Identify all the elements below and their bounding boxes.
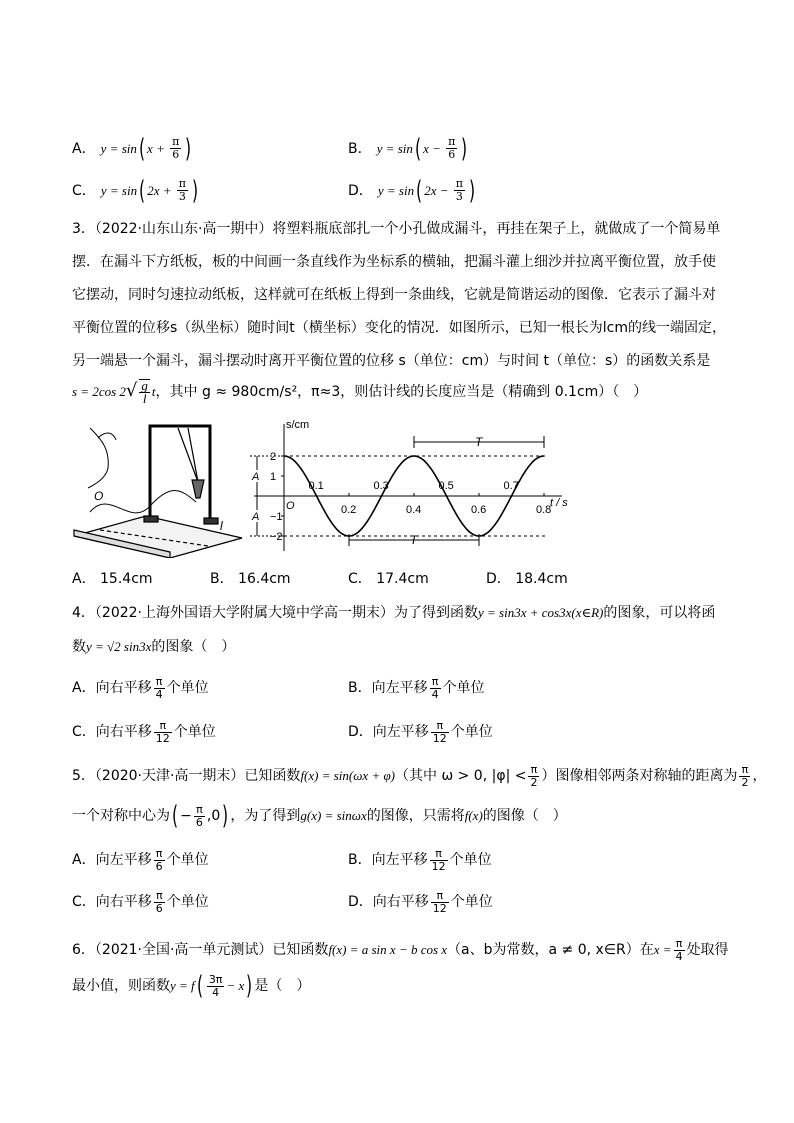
origin-label: O <box>286 500 295 512</box>
q3-option-d[interactable]: D． 18.4cm <box>486 571 568 587</box>
label-l: l <box>220 519 223 533</box>
x-mid-label: 0.5 <box>438 480 454 492</box>
y-tick-label: 1 <box>270 471 277 483</box>
y-axis-label: s/cm <box>286 419 310 431</box>
q5-option-d[interactable]: D．向右平移 $\frac{\pi}{12}$ 个单位 <box>348 888 493 915</box>
amplitude-label-bottom: A <box>252 511 260 523</box>
q3-line-1: 3．（2022·山东山东·高一期中）将塑料瓶底部扎一个小孔做成漏斗，再挂在架子上，就做成了一个简易单 <box>72 221 721 237</box>
frame <box>150 426 210 522</box>
period-label-top: T <box>475 435 483 449</box>
label-o: O <box>94 489 104 503</box>
q5-option-b[interactable]: B．向左平移 $\frac{\pi}{12}$ 个单位 <box>348 846 492 873</box>
y-tick-label: 2 <box>270 451 277 463</box>
funnel <box>192 480 204 498</box>
x-mid-label: 0.7 <box>503 480 519 492</box>
q5-option-a[interactable]: A．向左平移 $\frac{\pi}{6}$ 个单位 <box>72 846 209 873</box>
q3-formula-line: s = 2cos 2√ $\frac{g}{l}$ t，其中 g ≈ 980cm/s²，π≈3，则估计线的长度应当是（精确到 0.1cm）（ ） <box>72 377 648 406</box>
pendulum-apparatus-figure <box>70 418 245 558</box>
q3-option-c[interactable]: C． 17.4cm <box>348 571 429 587</box>
q3-line-2: 摆．在漏斗下方纸板，板的中间画一条直线作为坐标系的横轴，把漏斗灌上细沙并拉离平衡位置，放手使 <box>72 254 716 270</box>
x-tick-label: 0.8 <box>536 504 552 516</box>
q3-line-4: 平衡位置的位移s（纵坐标）随时间t（横坐标）变化的情况．如图所示，已知一根长为lcm的线一端固定， <box>72 320 727 336</box>
q4-option-b[interactable]: B．向左平移 $\frac{\pi}{4}$ 个单位 <box>348 674 485 701</box>
q5-line-1: 5．（2020·天津·高一期末）已知函数f(x) = sin(ωx + φ)（其中 ω > 0, |φ| < $\frac{\pi}{2}$ ）图像相邻两条对称轴的距离为 $\frac{\pi}{2}$ ， <box>72 762 767 789</box>
y-tick-label: −1 <box>270 511 283 523</box>
amplitude-label-top: A <box>252 471 260 483</box>
q2-option-c[interactable]: C． y = sin( 2x + $\frac{\pi}{3}$ ) <box>72 175 199 206</box>
x-axis-label: t / s <box>550 497 568 509</box>
q6-line-2: 最小值，则函数y = f( $\frac{3\pi}{4}$ − x) 是（ ） <box>72 971 311 1001</box>
q4-line-2: 数y = √2 sin3x的图象（ ） <box>72 639 236 655</box>
y-tick-label: −2 <box>270 531 283 543</box>
q4-option-d[interactable]: D．向左平移 $\frac{\pi}{12}$ 个单位 <box>348 718 493 745</box>
q3-line-3: 它摆动，同时匀速拉动纸板，这样就可在纸板上得到一条曲线，它就是简谐运动的图像．它表示了漏斗对 <box>72 287 716 303</box>
x-tick-label: 0.2 <box>341 504 357 516</box>
q5-option-c[interactable]: C．向右平移 $\frac{\pi}{6}$ 个单位 <box>72 888 209 915</box>
displacement-time-chart <box>244 416 574 556</box>
q6-line-1: 6．（2021·全国·高一单元测试）已知函数f(x) = a sin x − b cos x（a、b为常数，a ≠ 0, x∈R）在x = $\frac{\pi}{4}$ 处取得 <box>72 936 729 963</box>
q4-option-c[interactable]: C．向右平移 $\frac{\pi}{12}$ 个单位 <box>72 718 216 745</box>
q4-option-a[interactable]: A．向右平移 $\frac{\pi}{4}$ 个单位 <box>72 674 209 701</box>
x-tick-label: 0.6 <box>471 504 487 516</box>
x-tick-label: 0.4 <box>406 504 422 516</box>
q2-option-a[interactable]: A． y = sin( x + $\frac{\pi}{6}$ ) <box>72 133 192 164</box>
q3-option-b[interactable]: B． 16.4cm <box>210 571 291 587</box>
q4-line-1: 4．（2022·上海外国语大学附属大境中学高一期末）为了得到函数y = sin3x + cos3x(x∈R)的图象，可以将函 <box>72 605 716 621</box>
x-mid-label: 0.1 <box>308 480 324 492</box>
q3-formula: s = 2cos 2 <box>72 384 126 399</box>
q2-option-b[interactable]: B． y = sin( x − $\frac{\pi}{6}$ ) <box>348 133 468 164</box>
q3-option-a[interactable]: A． 15.4cm <box>72 571 153 587</box>
q2-option-d[interactable]: D． y = sin( 2x − $\frac{\pi}{3}$ ) <box>348 175 476 206</box>
x-mid-label: 0.3 <box>373 480 389 492</box>
period-label-bottom: T <box>410 533 418 547</box>
q3-line-5: 另一端悬一个漏斗，漏斗摆动时离开平衡位置的位移 s（单位：cm）与时间 t（单位：s）的函数关系是 <box>72 353 711 369</box>
q5-line-2: 一个对称中心为( − $\frac{\pi}{6}$ ,0) ，为了得到g(x) = sinωx的图像，只需将f(x)的图像（ ） <box>72 801 567 831</box>
